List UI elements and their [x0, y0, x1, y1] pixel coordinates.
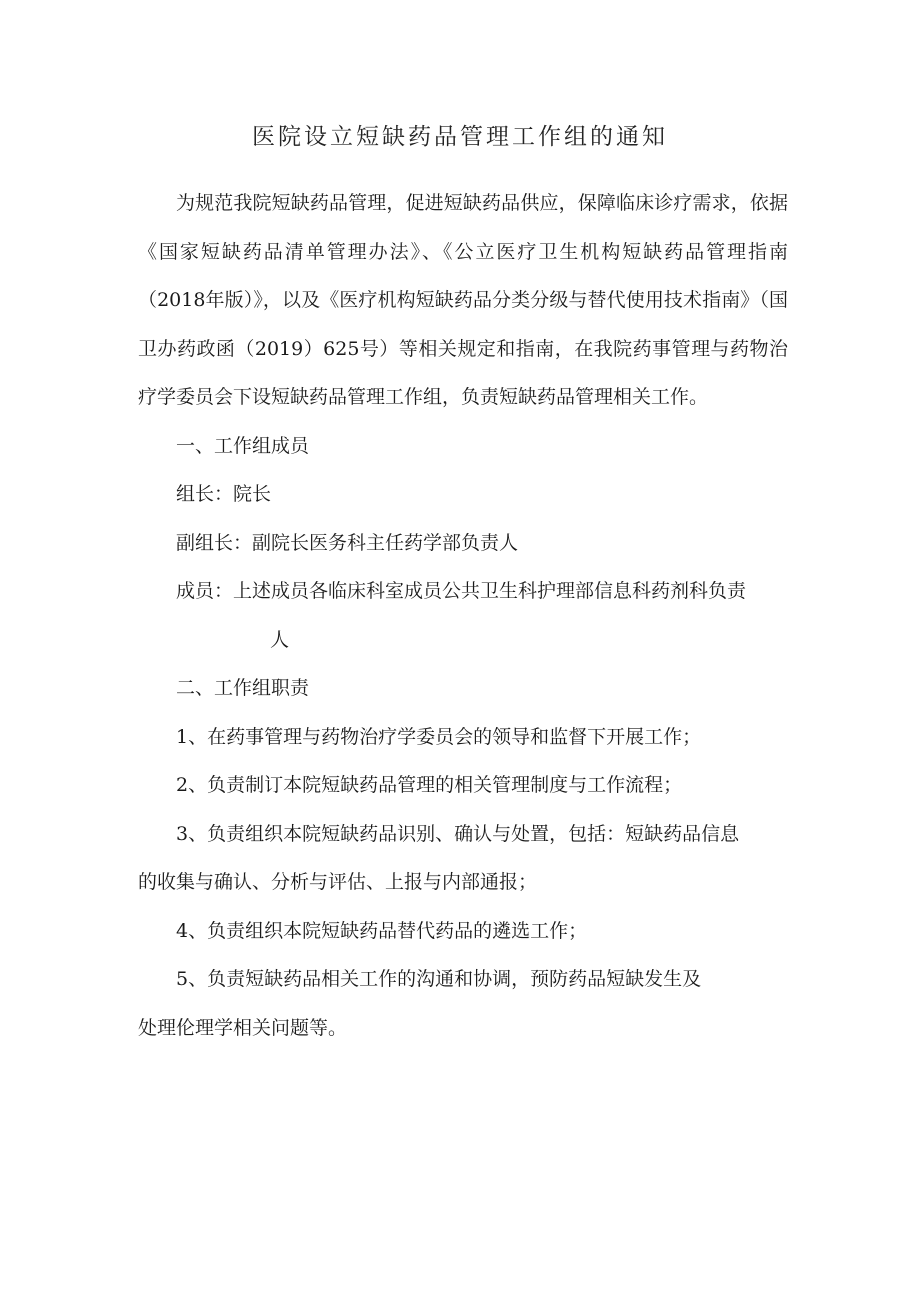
duty-item-5-continued: 处理伦理学相关问题等。 — [138, 1016, 348, 1039]
deputy-line: 副组长：副院长医务科主任药学部负责人 — [176, 531, 519, 554]
leader-line: 组长：院长 — [176, 483, 272, 505]
duty-item-4: 4、负责组织本院短缺药品替代药品的遴选工作； — [176, 919, 588, 942]
intro-paragraph: 为规范我院短缺药品管理，促进短缺药品供应，保障临床诊疗需求，依据《国家短缺药品清单管理办法》、《公立医疗卫生机构短缺药品管理指南（2018年版）》，以及《医疗机构短缺药品分类分级与替代使用技术指南》（国卫办药政函（2019）625号）等相关规定和指南，在我院药事管理与药物治疗学委员会下设短缺药品管理工作组，负责短缺药品管理相关工作。 — [138, 192, 788, 408]
document-title: 医院设立短缺药品管理工作组的通知 — [252, 124, 668, 150]
members-line: 成员：上述成员各临床科室成员公共卫生科护理部信息科药剂科负责 — [176, 580, 747, 602]
duty-item-3: 3、负责组织本院短缺药品识别、确认与处置，包括：短缺药品信息 — [176, 822, 740, 845]
duty-item-3-continued: 的收集与确认、分析与评估、上报与内部通报； — [138, 871, 538, 893]
document-body — [138, 179, 788, 1052]
section2-heading: 二、工作组职责 — [176, 677, 310, 699]
duty-item-2: 2、负责制订本院短缺药品管理的相关管理制度与工作流程； — [176, 774, 683, 796]
members-line-continued: 人 — [270, 628, 290, 651]
duty-item-5: 5、负责短缺药品相关工作的沟通和协调，预防药品短缺发生及 — [176, 968, 702, 990]
duty-item-1: 1、在药事管理与药物治疗学委员会的领导和监督下开展工作； — [176, 725, 702, 748]
section1-heading: 一、工作组成员 — [176, 434, 310, 457]
